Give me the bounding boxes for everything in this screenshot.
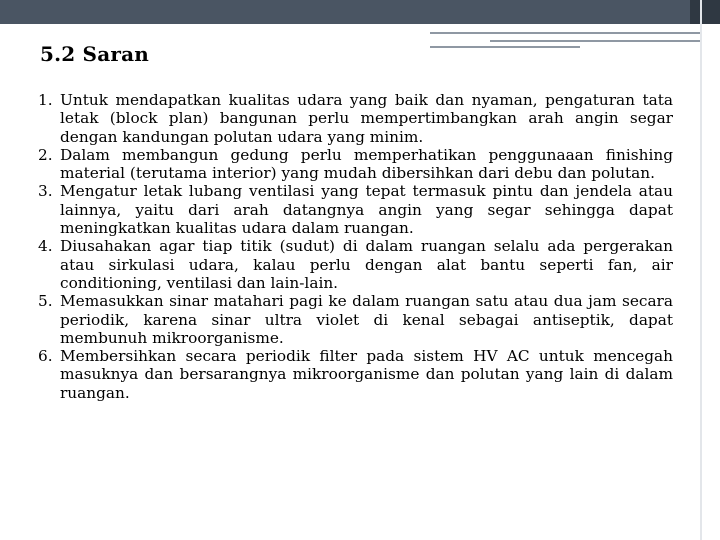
list-number: 1.	[38, 91, 53, 109]
header-bar	[0, 0, 720, 28]
list-number: 6.	[38, 347, 53, 366]
suggestion-list	[38, 91, 673, 402]
header-corner	[690, 0, 720, 24]
list-item-text: Dalam membangun gedung perlu memperhatikan penggunaaan finishing material (terutama interior) yang mudah dibersihkan dari debu dan polutan.	[60, 145, 673, 183]
accent-line-2	[490, 40, 700, 42]
accent-lines	[430, 32, 710, 52]
right-border	[700, 0, 702, 540]
list-number: 2.	[38, 145, 53, 164]
list-item-text: Membersihkan secara periodik filter pada sistem HV AC untuk mencegah masuknya dan bersarangnya mikroorganisme dan polutan yang lain di dalam ruangan.	[60, 347, 673, 402]
accent-line-3	[430, 46, 580, 48]
list-item	[38, 182, 673, 237]
list-number: 3.	[38, 182, 53, 201]
list-item	[38, 347, 673, 402]
list-item	[38, 292, 673, 347]
list-item-text: Untuk mendapatkan kualitas udara yang baik dan nyaman, pengaturan tata letak (block plan) bangunan perlu mempertimbangkan arah angin segar dengan kandungan polutan udara yang minim.	[60, 91, 673, 146]
list-number: 4.	[38, 237, 53, 256]
slide-title: 5.2 Saran	[40, 42, 149, 66]
accent-line-1	[430, 32, 700, 34]
header-band	[0, 0, 700, 24]
list-item	[38, 237, 673, 292]
list-item-text: Memasukkan sinar matahari pagi ke dalam ruangan satu atau dua jam secara periodik, karena sinar ultra violet di kenal sebagai antiseptik, dapat membunuh mikroorganisme.	[60, 292, 673, 347]
list-number: 5.	[38, 292, 53, 311]
list-item-text: Diusahakan agar tiap titik (sudut) di dalam ruangan selalu ada pergerakan atau sirkulasi udara, kalau perlu dengan alat bantu seperti fan, air conditioning, ventilasi dan lain-lain.	[60, 237, 673, 292]
list-item	[38, 91, 673, 146]
list-item-text: Mengatur letak lubang ventilasi yang tepat termasuk pintu dan jendela atau lainnya, yaitu dari arah datangnya angin yang segar sehingga dapat meningkatkan kualitas udara dalam ruangan.	[60, 182, 673, 238]
list-item	[38, 146, 673, 183]
